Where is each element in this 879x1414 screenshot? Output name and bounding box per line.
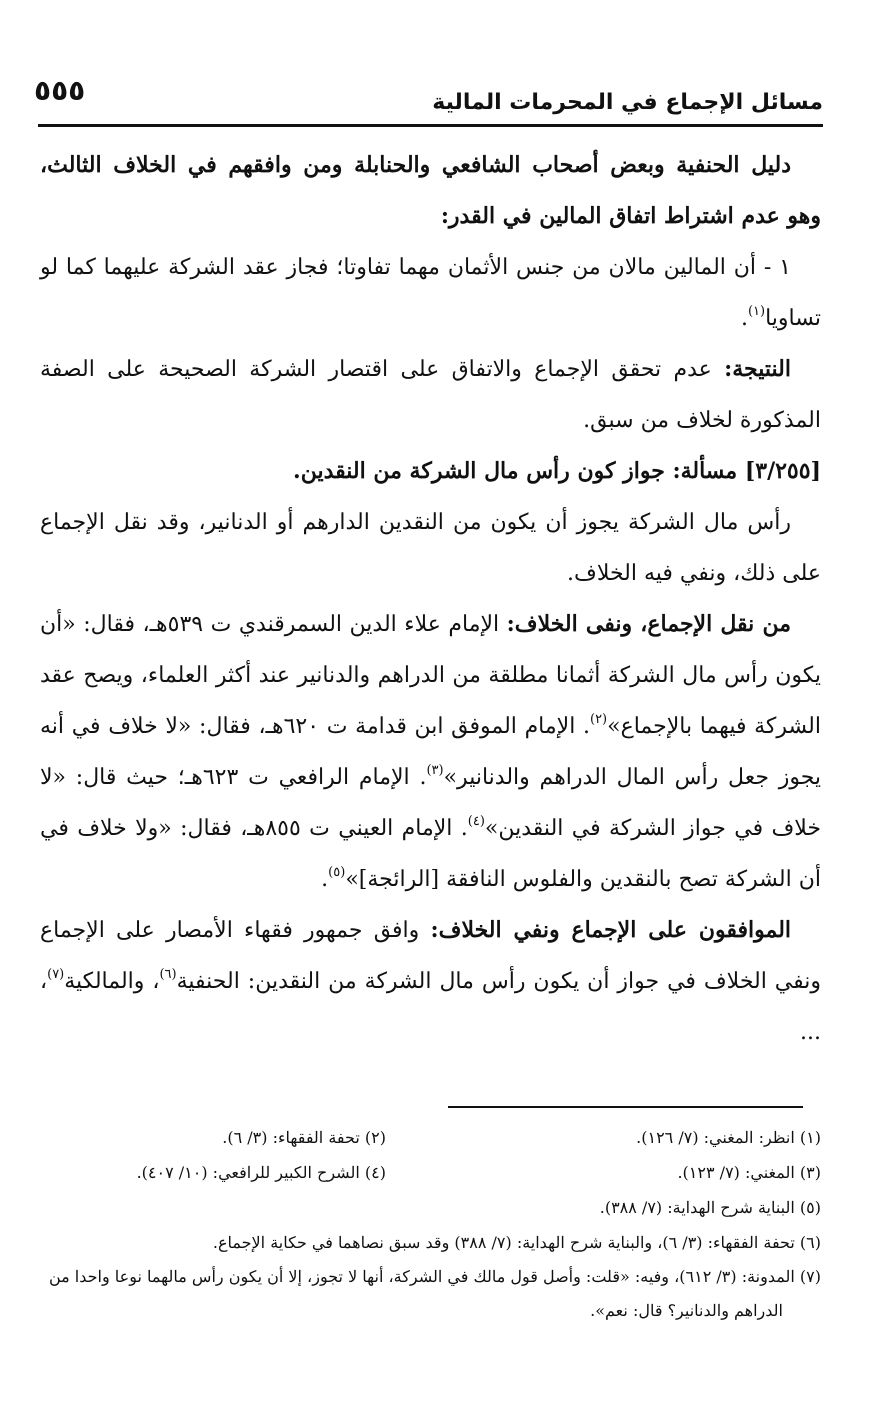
result-text: عدم تحقق الإجماع والاتفاق على اقتصار الشركة الصحيحة على الصفة المذكورة لخلاف من سبق. <box>40 357 821 433</box>
footnotes <box>30 1120 821 1328</box>
paragraph-evidence-1 <box>40 242 821 344</box>
paragraph-agreeing-scholars <box>40 905 821 1058</box>
header-rule <box>38 124 823 127</box>
main-text <box>40 140 821 1058</box>
footnote-ref-6[interactable]: (٦) <box>159 967 177 982</box>
citation-ayni: . الإمام العيني ت ٨٥٥هـ، فقال: «ولا خلاف في أن الشركة تصح بالنقدين والفلوس النافقة [الرائجة]» <box>40 816 821 892</box>
issue-heading: [٣/٢٥٥] مسألة: جواز كون رأس مال الشركة من النقدين. <box>293 458 821 484</box>
result-label: النتيجة: <box>724 356 791 382</box>
paragraph-evidence-title: دليل الحنفية وبعض أصحاب الشافعي والحنابلة ومن وافقهم في الخلاف الثالث، وهو عدم اشتراط اتفاق المالين في القدر: <box>40 152 821 229</box>
page-header <box>32 70 823 120</box>
footnote-row-2 <box>30 1155 821 1190</box>
footnote-7: (٧) المدونة: (٣/ ٦١٢)، وفيه: «قلت: وأصل قول مالك في الشركة، أنها لا تجوز، إلا أن يكون رأس مالهما نوعا واحدا من الدراهم والدنانير؟ قال: نعم». <box>48 1267 821 1320</box>
paragraph-result <box>40 344 821 446</box>
citation-rafii: . الإمام الرافعي ت ٦٢٣هـ؛ حيث قال: «لا خلاف في جواز الشركة في النقدين» <box>40 765 821 841</box>
citation-ibn-qudama: . الإمام الموفق ابن قدامة ت ٦٢٠هـ، فقال: «لا خلاف في أنه يجوز جعل رأس المال الدراهم والدنانير» <box>40 714 822 790</box>
agreeing-label: الموافقون على الإجماع ونفي الخلاف: <box>430 917 792 943</box>
citation-samarqandi: الإمام علاء الدين السمرقندي ت ٥٣٩هـ، فقال: «أن يكون رأس مال الشركة أثمانا مطلقة من الدراهم والدنانير عند أكثر العلماء، ويصح عقد الشركة فيهما بالإجماع» <box>40 612 821 739</box>
agreeing-maliki: ، والمالكية <box>64 969 160 994</box>
agreeing-text: وافق جمهور فقهاء الأمصار على الإجماع ونفي الخلاف في جواز أن يكون رأس مال الشركة من النقدين: الحنفية <box>40 918 822 994</box>
evidence-1-text: ١ - أن المالين مالان من جنس الأثمان مهما تفاوتا؛ فجاز عقد الشركة عليهما كما لو تساويا <box>40 255 821 331</box>
footnote-1: (١) انظر: المغني: (٧/ ١٢٦). <box>636 1128 821 1147</box>
footnote-ref-3[interactable]: (٣) <box>426 763 444 778</box>
page-number: ٥٥٥ <box>34 74 86 107</box>
footnote-5: (٥) البناية شرح الهداية: (٧/ ٣٨٨). <box>599 1198 821 1217</box>
footnote-row-1 <box>30 1120 821 1155</box>
paragraph-consensus-citations <box>40 599 821 905</box>
footnote-4: (٤) الشرح الكبير للرافعي: (١٠/ ٤٠٧). <box>136 1163 386 1182</box>
footnote-6: (٦) تحفة الفقهاء: (٣/ ٦)، والبناية شرح الهداية: (٧/ ٣٨٨) وقد سبق نصاهما في حكاية الإجماع. <box>212 1233 821 1252</box>
footnote-ref-7[interactable]: (٧) <box>47 967 65 982</box>
footnote-2: (٢) تحفة الفقهاء: (٣/ ٦). <box>222 1128 386 1147</box>
footnote-ref-2[interactable]: (٢) <box>589 712 608 727</box>
footnote-ref-5[interactable]: (٥) <box>328 865 346 880</box>
footnote-ref-4[interactable]: (٤) <box>467 814 485 829</box>
footnote-separator <box>448 1106 803 1108</box>
footnote-ref-1[interactable]: (١) <box>747 304 766 319</box>
running-title: مسائل الإجماع في المحرمات المالية <box>432 90 823 115</box>
paragraph-issue-statement: رأس مال الشركة يجوز أن يكون من النقدين الدارهم أو الدنانير، وقد نقل الإجماع على ذلك، ونفي فيه الخلاف. <box>40 510 821 586</box>
consensus-label: من نقل الإجماع، ونفى الخلاف: <box>506 611 791 637</box>
citations-end: . <box>321 867 329 892</box>
footnote-3: (٣) المغني: (٧/ ١٢٣). <box>677 1163 821 1182</box>
evidence-1-end: . <box>740 306 748 331</box>
agreeing-end: ، ... <box>40 969 821 1045</box>
